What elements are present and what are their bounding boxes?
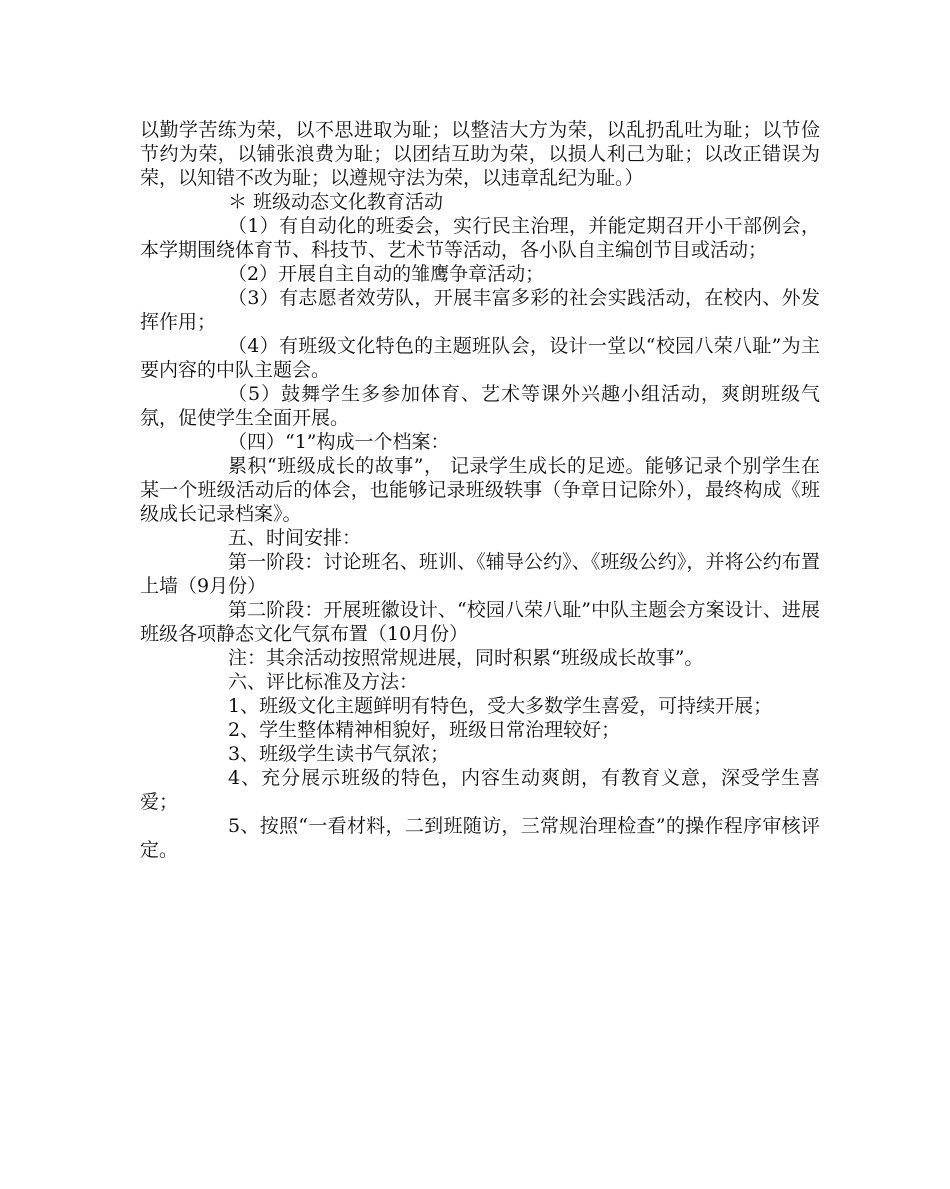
paragraph: （4）有班级文化特色的主题班队会，设计一堂以“校园八荣八耻”为主要内容的中队主题会。 <box>140 335 820 381</box>
list-item: 4、充分展示班级的特色，内容生动爽朗，有教育义意，深受学生喜爱； <box>140 767 820 813</box>
list-item: 1、班级文化主题鲜明有特色，受大多数学生喜爱，可持续开展； <box>228 695 773 717</box>
section-heading: （四）“1”构成一个档案： <box>228 431 450 453</box>
list-item: 3、班级学生读书气氛浓； <box>228 743 450 765</box>
list-item: 2、学生整体精神相貌好，班级日常治理较好； <box>228 719 621 741</box>
paragraph: （3）有志愿者效劳队，开展丰富多彩的社会实践活动，在校内、外发挥作用； <box>140 287 820 333</box>
paragraph: （2）开展自主自动的雏鹰争章活动； <box>228 263 545 285</box>
paragraph: （5）鼓舞学生多参加体育、艺术等课外兴趣小组活动，爽朗班级气氛，促使学生全面开展。 <box>140 383 820 429</box>
section-heading: 六、评比标准及方法： <box>228 671 419 693</box>
paragraph: 第二阶段：开展班徽设计、“校园八荣八耻”中队主题会方案设计、进展班级各项静态文化气氛布置（10月份） <box>140 599 820 645</box>
document-body <box>140 118 820 862</box>
paragraph: 以勤学苦练为荣，以不思进取为耻；以整洁大方为荣，以乱扔乱吐为耻；以节俭节约为荣，以铺张浪费为耻；以团结互助为荣，以损人利己为耻；以改正错误为荣，以知错不改为耻；以遵规守法为荣，以违章乱纪为耻。） <box>140 119 820 189</box>
section-heading: ＊ 班级动态文化教育活动 <box>228 191 444 213</box>
paragraph: 累积“班级成长的故事”， 记录学生成长的足迹。能够记录个别学生在某一个班级活动后的体会，也能够记录班级轶事（争章日记除外），最终构成《班级成长记录档案》。 <box>140 455 820 525</box>
section-heading: 五、时间安排： <box>228 527 362 549</box>
list-item: 5、按照“一看材料，二到班随访，三常规治理检查”的操作程序审核评定。 <box>140 815 820 861</box>
paragraph: 第一阶段：讨论班名、班训、《辅导公约》、《班级公约》，并将公约布置上墙（9月份） <box>140 551 820 597</box>
paragraph: 注：其余活动按照常规进展，同时积累“班级成长故事”。 <box>228 647 704 669</box>
paragraph: （1）有自动化的班委会，实行民主治理，并能定期召开小干部例会，本学期围绕体育节、科技节、艺术节等活动，各小队自主编创节目或活动； <box>140 215 820 261</box>
